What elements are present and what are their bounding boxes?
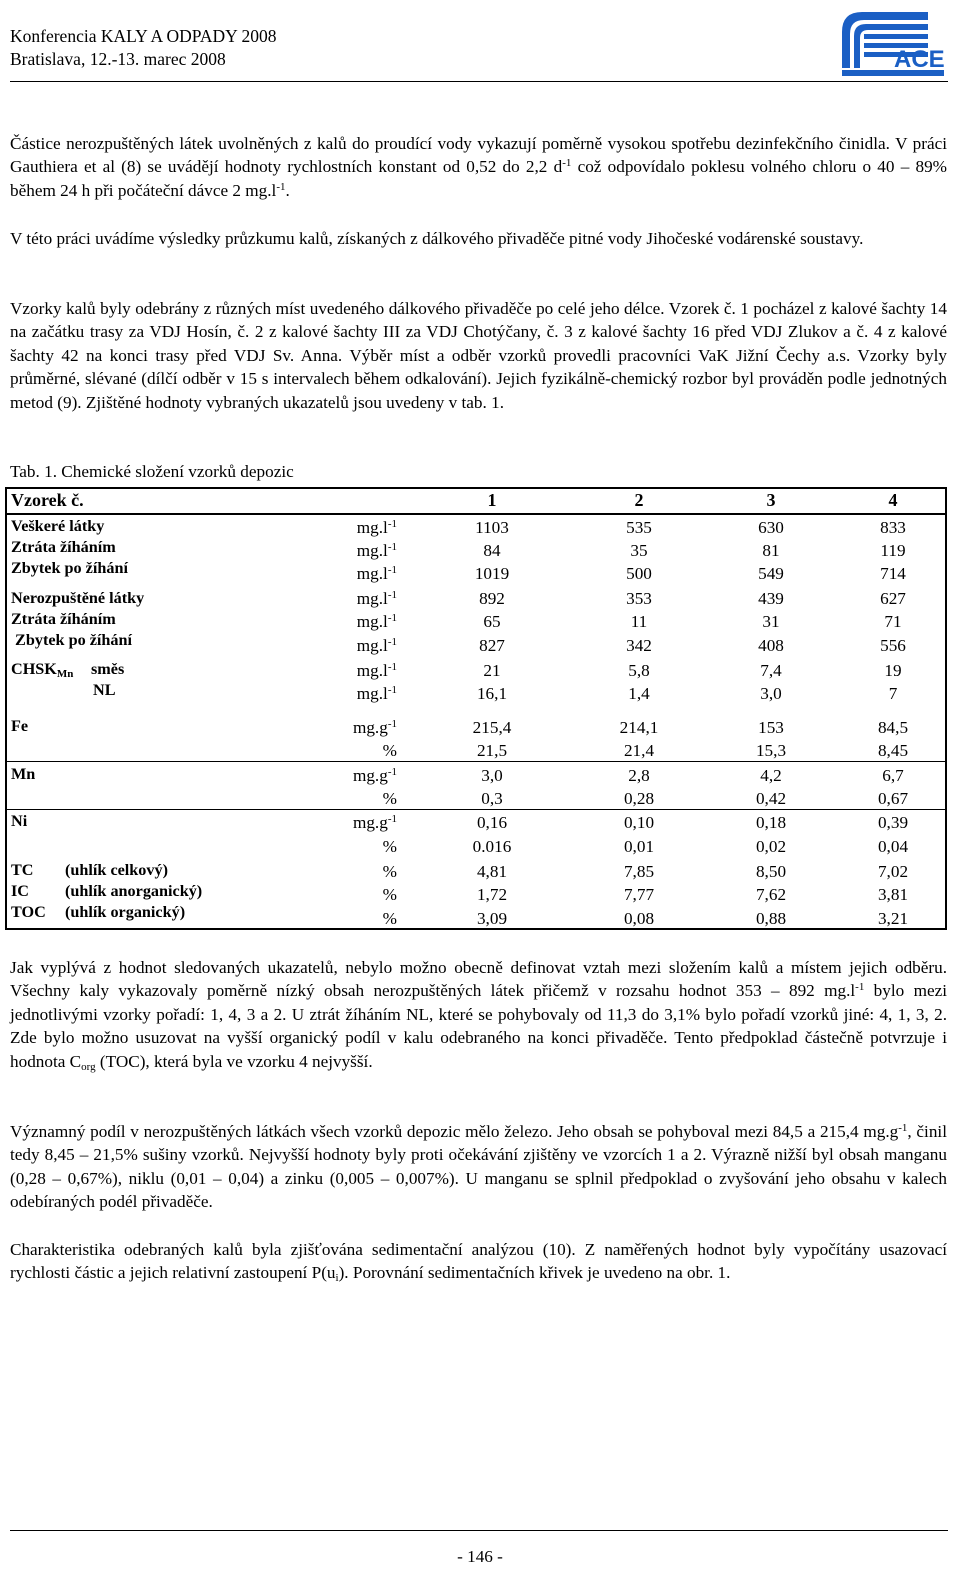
row-label: Ztráta žíháním [11,538,116,556]
paragraph-2: V této práci uvádíme výsledky průzkumu kalů, získaných z dálkového přivaděče pitné vody Jihočeské vodárenské soustavy. [10,229,864,248]
table-cell: 1,4 [628,684,650,703]
table-divider [7,513,945,515]
row-label: TOC [11,903,46,921]
table-cell: 7,77 [623,885,655,904]
table-cell: 0,04 [877,837,909,856]
table-cell: 500 [626,564,652,583]
row-label: Mn [11,765,36,783]
row-label: Ni [11,812,28,830]
table-cell: 342 [626,636,652,655]
row-label: Fe [11,717,29,735]
footer-divider [10,1530,948,1531]
unit-cell: % [382,909,397,928]
table-cell: 7,02 [877,862,909,881]
table-cell: 0,10 [623,813,655,832]
row-label: Zbytek po žíhání [11,559,128,577]
table-cell: 21 [483,661,501,680]
row-label: Veškeré látky [11,517,105,535]
row-label: TC [11,861,34,879]
table-cell: 3,81 [877,885,909,904]
table-header-label: Vzorek č. [11,490,84,510]
table-cell: 15,3 [755,741,787,760]
paragraph-5: Významný podíl v nerozpuštěných látkách všech vzorků depozic mělo železo. Jeho obsah se pohyboval mezi 84,5 a 215,4 $mg.g^{-1}$, činil tedy 8,45 – 21,5% sušiny vzorků. Nejvyšší hodnoty byly proti očekávání zjištěny ve vzorcích 1 a 2. Výrazně nižší byl obsah manganu (0,28 – 0,67%), niklu (0,01 – 0,04) a zinku (0,005 – 0,007%). U manganu se splnil předpoklad o zvyšování jeho obsahu v kalech odebíraných podél přivaděče. [10,1122,947,1212]
table-cell: 21,5 [476,741,508,760]
table-cell: 892 [479,589,505,608]
unit-cell: $mg.l^{-1}$ [356,541,397,560]
table-cell: 7,4 [760,661,782,680]
table-cell: 535 [626,518,652,537]
unit-cell: $mg.l^{-1}$ [356,661,397,680]
table-cell: 0,01 [623,837,655,856]
paragraph-6: Charakteristika odebraných kalů byla zjišťována sedimentační analýzou (10). Z naměřených hodnot byly vypočítány usazovací rychlosti částic a jejich relativní zastoupení $P(u_i)$. Porovnání sedimentačních křivek je uvedeno na obr. 1. [10,1240,947,1285]
table-cell: 549 [758,564,784,583]
unit-cell: % [382,837,397,856]
row-label: (uhlík anorganický) [65,882,203,900]
unit-cell: % [382,741,397,760]
table-cell: 714 [880,564,906,583]
table-cell: 0,28 [623,789,655,808]
table-cell: 8,50 [755,862,787,881]
table-header-col: 2 [634,490,644,510]
conference-location-date: Bratislava, 12.-13. marec 2008 [10,49,226,69]
table-cell: 0,02 [755,837,787,856]
table-cell: 1019 [474,564,510,583]
table-cell: 4,2 [760,766,782,785]
row-label: (uhlík organický) [65,903,186,921]
row-label: směs [91,660,125,678]
table-cell: 1103 [475,518,509,537]
unit-cell: $mg.l^{-1}$ [356,589,397,608]
unit-cell: $mg.g^{-1}$ [352,718,397,737]
unit-cell: $mg.l^{-1}$ [356,612,397,631]
table-cell: 19 [884,661,902,680]
composition-table [5,487,947,930]
conference-title: Konferencia KALY A ODPADY 2008 [10,26,277,46]
table-cell: 827 [479,636,505,655]
row-label: NL [93,681,116,699]
table-header-col: 3 [766,490,776,510]
paragraph-3: Vzorky kalů byly odebrány z různých míst uvedeného dálkového přivaděče po celé jeho délce. Vzorek č. 1 pocházel z kalové šachty 14 na začátku trasy za VDJ Hosín, č. 2 z kalové šachty III za VDJ Chotýčany, č. 3 z kalové šachty 16 před VDJ Zlukov a č. 4 z kalové šachty 42 na konci trasy před VDJ Sv. Anna. Výběr míst a odběr vzorků provedli pracovníci VaK Jižní Čechy a.s. Vzorky byly průměrné, slévané (dílčí odběr v 15 s intervalech během odkalování). Jejich fyzikálně-chemický rozbor byl prováděn podle jednotných metod (9). Zjištěné hodnoty vybraných ukazatelů jsou uvedeny v tab. 1. [10,299,947,412]
table-cell: 2,8 [628,766,650,785]
table-cell: 31 [762,612,780,631]
row-label: (uhlík celkový) [65,861,168,879]
unit-cell: $mg.l^{-1}$ [356,564,397,583]
table-cell: 353 [626,589,652,608]
table-cell: 6,7 [882,766,904,785]
table-cell: 0.016 [472,837,512,856]
table-cell: 3,0 [760,684,782,703]
paragraph-1: Částice nerozpuštěných látek uvolněných z kalů do proudící vody vykazují poměrně vysokou spotřebu dezinfekčního činidla. V práci Gauthiera et al (8) se uvádějí hodnoty rychlostních konstant od 0,52 do 2,2 $d^{-1}$ což odpovídalo poklesu volného chloru o 40 – 89% během 24 h při počáteční dávce 2 $mg.l^{-1}$. [10,134,947,200]
table-cell: 0,39 [877,813,909,832]
row-label: Zbytek po žíhání [11,631,132,649]
table-cell: 439 [758,589,784,608]
table-cell: 5,8 [628,661,650,680]
table-header-col: 4 [888,490,898,510]
unit-cell: $mg.l^{-1}$ [356,636,397,655]
table-cell: 65 [483,612,501,631]
table-cell: 630 [758,518,784,537]
table-cell: 81 [762,541,780,560]
logo-text: ACE [894,46,945,73]
table-cell: 153 [758,718,784,737]
table-cell: 11 [630,612,648,631]
table-cell: 3,21 [877,909,909,928]
page-header [10,25,277,71]
unit-cell: $mg.l^{-1}$ [356,684,397,703]
header-divider [10,81,948,82]
table-cell: 0,67 [877,789,909,808]
paragraph-4: Jak vyplývá z hodnot sledovaných ukazatelů, nebylo možno obecně definovat vztah mezi složením kalů a místem jejich odběru. Všechny kaly vykazovaly poměrně nízký obsah nerozpuštěných látek přičemž v rozsahu hodnot 353 – 892 $mg.l^{-1}$ bylo mezi jednotlivými vzorky pořadí: 1, 4, 3 a 2. U ztrát žíháním NL, které se pohybovaly od 11,3 do 3,1% bylo pořadí vzorků jiné: 4, 1, 3, 2. Zde bylo možno usuzovat na vyšší organický podíl v kalu odebraného na konci přivaděče. Tento předpoklad částečně potvrzuje i hodnota $C_{org}$ (TOC), která byla ve vzorku 4 nejvyšší. [10,958,947,1073]
table-cell: 84 [483,541,501,560]
unit-cell: $mg.g^{-1}$ [352,813,397,832]
table-cell: 84,5 [877,718,909,737]
table-cell: 0,42 [755,789,787,808]
table-cell: 71 [884,612,902,631]
table-cell: 7,62 [755,885,787,904]
unit-cell: % [382,789,397,808]
table-cell: 8,45 [877,741,909,760]
table-cell: 0,88 [755,909,787,928]
table-cell: 408 [758,636,784,655]
table-cell: 4,81 [476,862,508,881]
table-cell: 7 [888,684,898,703]
table-cell: 3,09 [476,909,508,928]
table-cell: 833 [880,518,906,537]
row-label-chsk: $CHSK_{Mn}$ [11,660,74,680]
table-cell: 16,1 [476,684,508,703]
page-number: - 146 - [457,1547,503,1566]
table-cell: 7,85 [623,862,655,881]
row-label: Ztráta žíháním [11,610,116,628]
unit-cell: $mg.g^{-1}$ [352,766,397,785]
table-cell: 0,16 [476,813,508,832]
ace-logo [838,6,948,78]
table-cell: 119 [880,541,906,560]
unit-cell: % [382,885,397,904]
table-cell: 627 [880,589,906,608]
table-caption: Tab. 1. Chemické složení vzorků depozic [10,462,294,481]
table-header-col: 1 [487,490,497,510]
table-cell: 0,3 [481,789,503,808]
row-label: IC [11,882,29,900]
table-cell: 556 [880,636,906,655]
table-cell: 3,0 [481,766,503,785]
table-cell: 1,72 [476,885,508,904]
table-cell: 0,08 [623,909,655,928]
unit-cell: % [382,862,397,881]
table-cell: 214,1 [619,718,659,737]
unit-cell: $mg.l^{-1}$ [356,518,397,537]
table-cell: 35 [630,541,648,560]
row-label: Nerozpuštěné látky [11,589,145,607]
table-cell: 215,4 [472,718,512,737]
table-cell: 0,18 [755,813,787,832]
table-cell: 21,4 [623,741,655,760]
